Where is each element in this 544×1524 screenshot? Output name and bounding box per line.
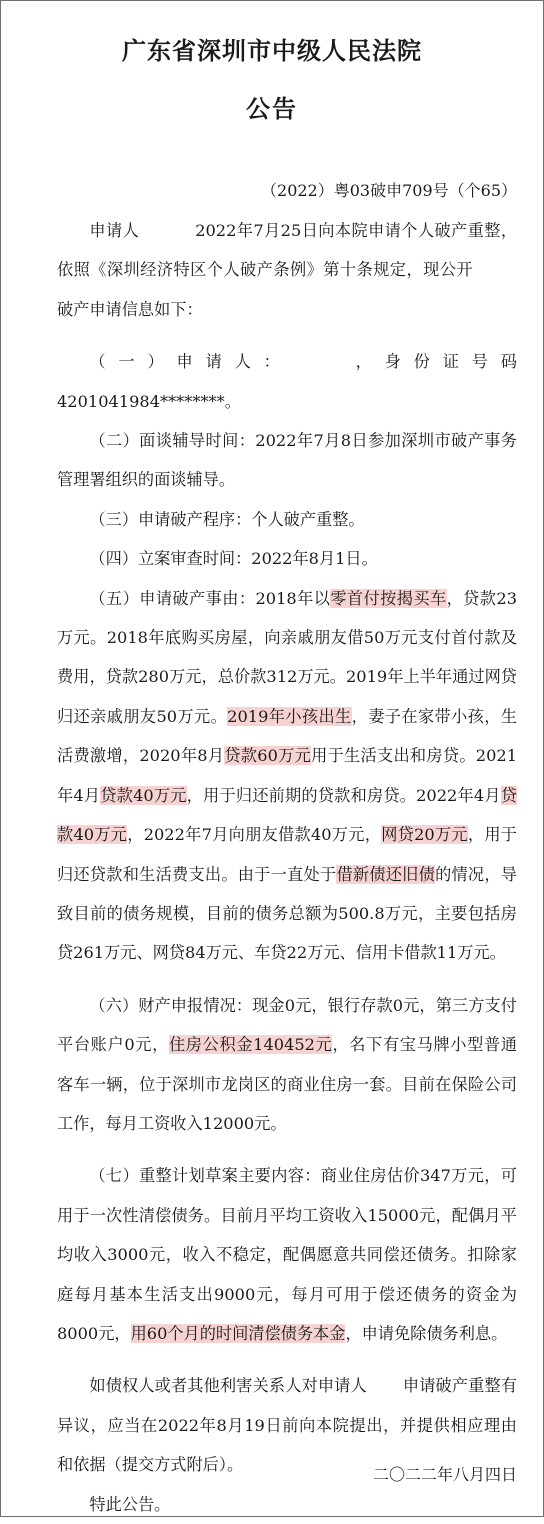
intro-paragraph (57, 211, 517, 329)
s5-text-d: 用于生活支出和房贷。2021年4月 (57, 746, 517, 805)
s6-text-b: ，名下有宝马牌小型普通客车一辆，位于深圳市龙岗区的商业住房一套。目前在保险公司工作，每月工资收入12000元。 (57, 1035, 517, 1133)
section-plan (57, 1156, 517, 1353)
announcement-body (57, 211, 517, 1524)
highlight-loan-40-2021: 贷款40万元 (100, 785, 187, 805)
closing-text-a: 如债权人或者其他利害关系人对申请人 (89, 1376, 367, 1396)
section-procedure: （三）申请破产程序：个人破产重整。 (89, 509, 365, 529)
highlight-new-debt-old-debt: 借新债还旧债 (336, 864, 436, 884)
s1-text-2: ，身份证号码4201041984********。 (57, 352, 517, 411)
s5-text-b: ，贷款23万元。2018年底购买房屋，向亲戚朋友借50万元支付首付款及费用，贷款280万元，总价款312万元。2019年上半年通过网贷归还亲戚朋友50万元。 (57, 588, 518, 726)
signature-date: 二〇二二年八月四日 (372, 1465, 517, 1484)
s7-text-b: ，申请免除债务利息。 (345, 1323, 508, 1343)
closing-text-b: 申请破产重整有异议，应当在2022年8月19日前向本院提出，并提供相应理由和依据（提交方式附后）。 (57, 1376, 518, 1475)
s7-text-a: （七）重整计划草案主要内容：商业住房估价347万元，可用于一次性清偿债务。目前月平均工资收入15000元，配偶月平均收入3000元，收入不稳定，配偶愿意共同偿还债务。扣除家庭每月基本生活支出9000元，每月可用于偿还债务的资金为8000元， (57, 1166, 517, 1343)
section-reasons (57, 579, 517, 973)
s5-text-e: ，用于归还前期的贷款和房贷。2022年4月 (186, 785, 501, 805)
s1-text-1: （一）申请人： (89, 352, 293, 372)
s5-text-f: ，2022年7月向朋友借款40万元， (127, 825, 382, 845)
intro-text-2: 2022年7月25日向本院申请个人破产重整，依照《深圳经济特区个人破产条例》第十条规定，现公开 (57, 221, 518, 280)
highlight-child-birth: 2019年小孩出生 (227, 706, 352, 726)
highlight-60-months: 用60个月的时间清偿债务本金 (130, 1323, 346, 1343)
section-interview: （二）面谈辅导时间：2022年7月8日参加深圳市破产事务管理署组织的面谈辅导。 (57, 431, 517, 490)
intro-text-3: 破产申请信息如下： (57, 299, 203, 319)
s6-text-a: （六）财产申报情况：现金0元，银行存款0元，第三方支付平台账户0元， (57, 995, 517, 1055)
highlight-loan-60: 贷款60万元 (224, 746, 312, 766)
s5-text-h: 的情况，导致目前的债务规模，目前的债务总额为500.8万元，主要包括房贷261万元、网贷84万元、车贷22万元、信用卡借款11万元。 (57, 864, 517, 963)
intro-text-1: 申请人 (89, 221, 140, 240)
case-number: （2022）粤03破申709号（个65） (261, 181, 517, 200)
highlight-housing-fund: 住房公积金140452元 (168, 1035, 333, 1055)
court-name: 广东省深圳市中级人民法院 (122, 36, 422, 65)
s5-text-a: （五）申请破产事由：2018年以 (89, 588, 331, 608)
document-type: 公告 (246, 94, 298, 123)
section-applicant (57, 342, 517, 421)
s5-text-g: ，用于归还贷款和生活费支出。由于一直处于 (57, 825, 517, 884)
notice-line: 特此公告。 (89, 1494, 171, 1514)
highlight-loan-40-2022: 贷款40万元 (57, 785, 517, 845)
highlight-car-loan: 零首付按揭买车 (330, 588, 447, 608)
section-filing-date: （四）立案审查时间：2022年8月1日。 (89, 549, 378, 569)
s5-text-c: ，妻子在家带小孩，生活费激增，2020年8月 (57, 706, 518, 766)
section-assets (57, 986, 517, 1144)
highlight-online-loan-20: 网贷20万元 (381, 825, 468, 845)
